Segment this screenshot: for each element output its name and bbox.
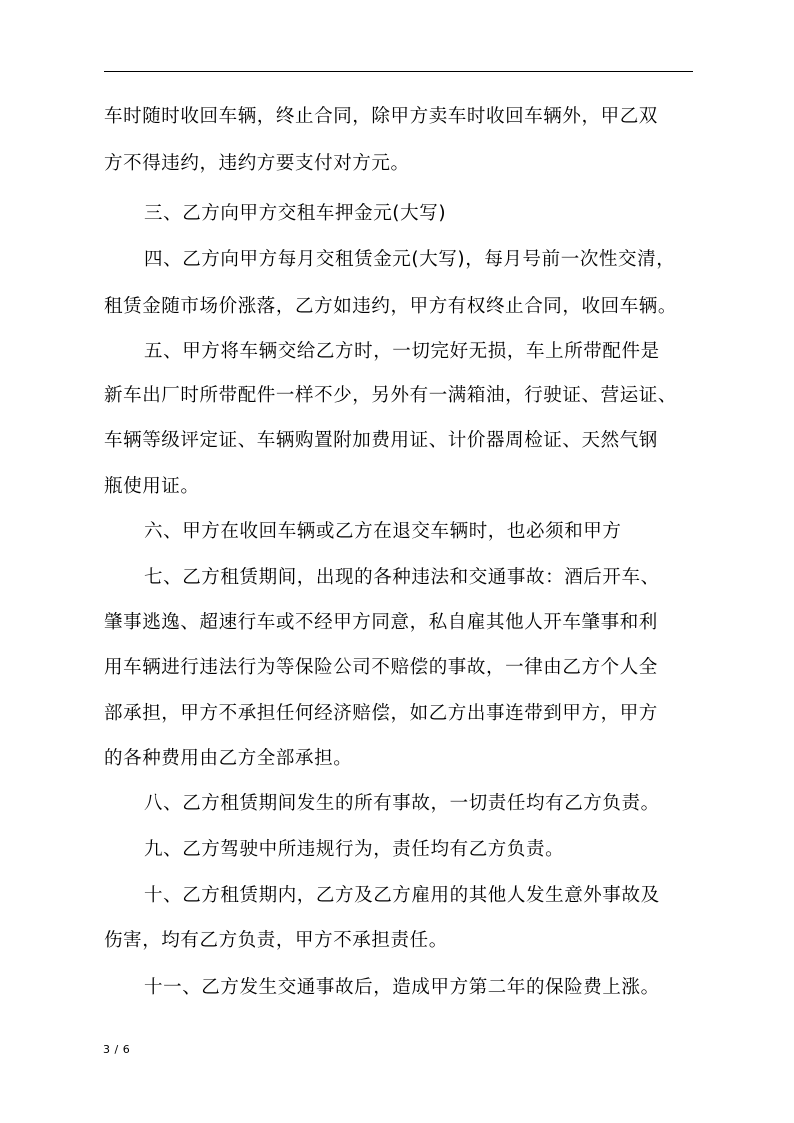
page-number: 3 / 6	[103, 1043, 131, 1056]
text-line: 伤害，均有乙方负责，甲方不承担责任。	[104, 930, 448, 951]
text-line: 五、甲方将车辆交给乙方时，一切完好无损，车上所带配件是	[144, 341, 660, 362]
text-line: 九、乙方驾驶中所违规行为，责任均有乙方负责。	[144, 839, 565, 860]
text-line: 租赁金随市场价涨落，乙方如违约，甲方有权终止合同，收回车辆。	[104, 296, 678, 317]
text-line: 十、乙方租赁期内，乙方及乙方雇用的其他人发生意外事故及	[144, 885, 660, 906]
text-line: 六、甲方在收回车辆或乙方在退交车辆时，也必须和甲方	[144, 521, 622, 542]
text-line: 十一、乙方发生交通事故后，造成甲方第二年的保险费上涨。	[144, 977, 660, 998]
text-line: 方不得违约，违约方要支付对方元。	[104, 153, 410, 174]
text-line: 四、乙方向甲方每月交租赁金元(大写)，每月号前一次性交清，	[144, 249, 676, 270]
text-line: 部承担，甲方不承担任何经济赔偿，如乙方出事连带到甲方，甲方	[104, 703, 658, 724]
text-line: 八、乙方租赁期间发生的所有事故，一切责任均有乙方负责。	[144, 793, 660, 814]
header-rule	[104, 71, 693, 72]
text-line: 车时随时收回车辆，终止合同，除甲方卖车时收回车辆外，甲乙双	[104, 106, 658, 127]
text-line: 肇事逃逸、超速行车或不经甲方同意，私自雇其他人开车肇事和利	[104, 612, 658, 633]
text-line: 的各种费用由乙方全部承担。	[104, 748, 353, 769]
text-line: 七、乙方租赁期间，出现的各种违法和交通事故：酒后开车、	[144, 567, 660, 588]
text-line: 新车出厂时所带配件一样不少，另外有一满箱油，行驶证、营运证、	[104, 385, 678, 406]
text-line: 瓶使用证。	[104, 476, 200, 497]
text-line: 用车辆进行违法行为等保险公司不赔偿的事故，一律由乙方个人全	[104, 657, 658, 678]
text-line: 三、乙方向甲方交租车押金元(大写)	[144, 203, 447, 224]
text-line: 车辆等级评定证、车辆购置附加费用证、计价器周检证、天然气钢	[104, 430, 658, 451]
